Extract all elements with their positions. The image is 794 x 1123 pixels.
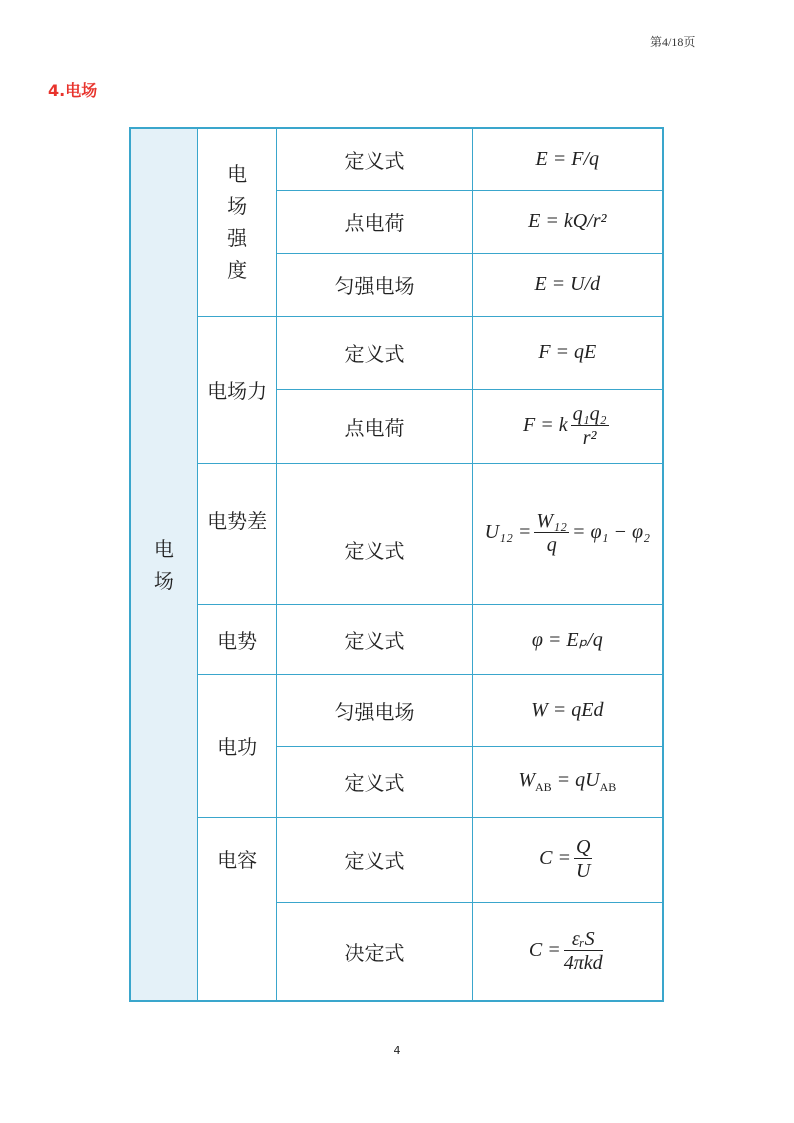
fraction	[534, 510, 569, 557]
group-cell-field-strength	[197, 128, 277, 316]
denominator: U	[575, 860, 591, 882]
page-indicator: 第4/18页	[650, 35, 696, 49]
label-cell: 点电荷	[277, 389, 472, 463]
table-row	[130, 463, 663, 604]
page-number: 4	[393, 1044, 401, 1057]
subscript: AB	[599, 779, 617, 794]
label-cell: 点电荷	[277, 190, 472, 253]
table-row	[130, 128, 663, 190]
formula-part: W	[518, 768, 535, 791]
label-cell: 定义式	[277, 746, 472, 817]
fraction	[571, 403, 609, 450]
numerator: q₁q₂	[572, 402, 607, 425]
electric-field-formula-table	[129, 127, 664, 1002]
group-label: 电势差	[207, 509, 268, 533]
label-text: 定义式	[344, 539, 405, 563]
formula-cell	[472, 902, 663, 1001]
label-cell: 匀强电场	[277, 674, 472, 746]
formula-part: = qU	[551, 768, 600, 791]
formula-lhs: C =	[539, 847, 571, 870]
numerator: Q	[575, 836, 591, 858]
label-cell: 定义式	[277, 604, 472, 674]
denominator: q	[546, 534, 557, 556]
group-label: 电容	[217, 848, 258, 873]
subscript: AB	[534, 779, 552, 794]
label-cell	[277, 463, 472, 604]
group-cell-capacitance	[197, 817, 277, 1001]
formula-lhs: C =	[528, 938, 561, 961]
denominator: 4πkd	[563, 951, 603, 974]
formula-cell: E = F/q	[472, 128, 663, 190]
formula-lhs: U₁₂ =	[484, 521, 532, 544]
formula-lhs: F = k	[523, 413, 568, 436]
formula-cell	[472, 817, 663, 902]
numerator: εᵣS	[564, 928, 603, 951]
group-cell-electric-work: 电功	[197, 674, 277, 817]
formula-cell: W = qEd	[472, 674, 663, 746]
numerator: W₁₂	[536, 510, 567, 532]
group-label: 电场强度	[227, 162, 248, 283]
formula-cell	[472, 463, 663, 604]
formula-cell: E = U/d	[472, 253, 663, 316]
label-cell: 定义式	[277, 316, 472, 389]
label-cell: 定义式	[277, 817, 472, 902]
fraction	[564, 928, 603, 975]
formula-cell: E = kQ/r²	[472, 190, 663, 253]
category-label: 电场	[153, 536, 174, 593]
formula-rhs: = φ₁ − φ₂	[572, 521, 651, 544]
label-cell: 定义式	[277, 128, 472, 190]
table-row	[130, 316, 663, 389]
table-row	[130, 817, 663, 902]
group-cell-potential-difference	[197, 463, 277, 604]
table-row	[130, 604, 663, 674]
fraction	[574, 836, 592, 883]
formula-cell: F = qE	[472, 316, 663, 389]
group-cell-electric-force: 电场力	[197, 316, 277, 463]
formula-cell	[472, 746, 663, 817]
label-cell: 决定式	[277, 902, 472, 1001]
table-row	[130, 674, 663, 746]
section-title: 4.电场	[48, 81, 98, 100]
group-cell-potential: 电势	[197, 604, 277, 674]
denominator: r²	[582, 426, 597, 449]
category-cell	[130, 128, 197, 1001]
formula-cell	[472, 389, 663, 463]
label-cell: 匀强电场	[277, 253, 472, 316]
formula-cell: φ = Eₚ/q	[472, 604, 663, 674]
